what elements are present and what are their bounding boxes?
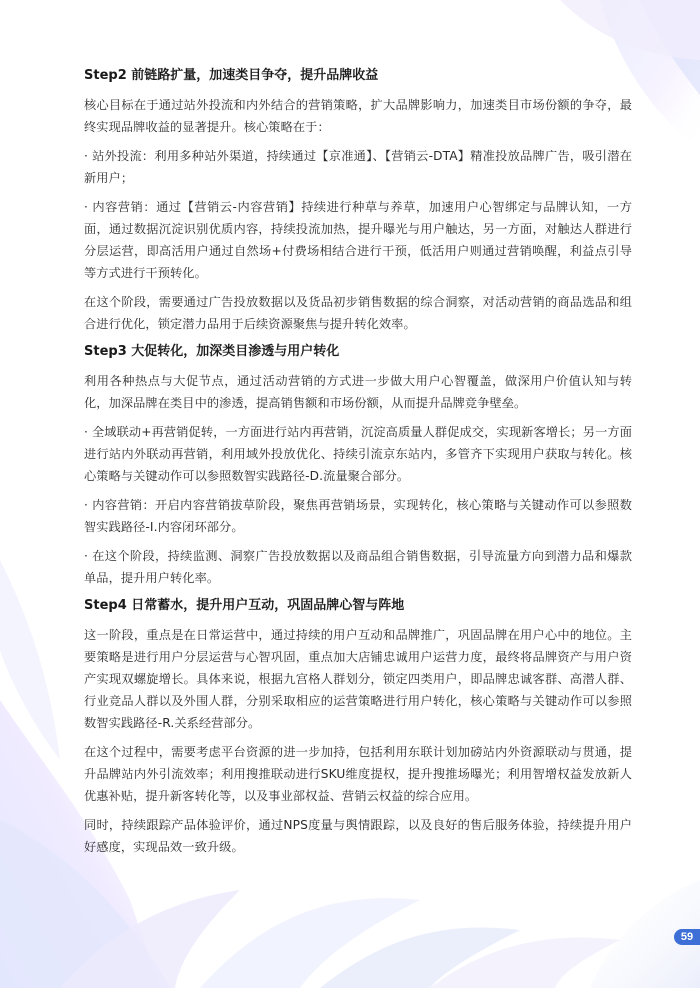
paragraph: 这一阶段，重点是在日常运营中，通过持续的用户互动和品牌推广，巩固品牌在用户心中的地位。主要策略是进行用户分层运营与心智巩固，重点加大店铺忠诚用户运营力度，最终将品牌资产与用户资产实现双螺旋增长。具体来说，根据九宫格人群划分，锁定四类用户，即品牌忠诚客群、高潜人群、行业竞品人群以及外围人群，分别采取相应的运营策略进行用户转化，核心策略与关键动作可以参照数智实践路径-R.关系经营部分。 bbox=[84, 628, 632, 730]
paragraph: 同时，持续跟踪产品体验评价，通过NPS度量与舆情跟踪，以及良好的售后服务体验，持续提升用户好感度，实现品效一致升级。 bbox=[84, 818, 632, 854]
paragraph: 利用各种热点与大促节点，通过活动营销的方式进一步做大用户心智覆盖，做深用户价值认知与转化，加深品牌在类目中的渗透，提高销售额和市场份额，从而提升品牌竞争壁垒。 bbox=[84, 374, 632, 410]
bullet-paragraph: · 内容营销：开启内容营销拔草阶段，聚焦再营销场景，实现转化，核心策略与关键动作可以参照数智实践路径-I.内容闭环部分。 bbox=[84, 498, 632, 534]
bullet-paragraph: · 全域联动+再营销促转，一方面进行站内再营销，沉淀高质量人群促成交，实现新客增长；另一方面进行站内外联动再营销，利用域外投放优化、持续引流京东站内，多管齐下实现用户获取与转化。核心策略与关键动作可以参照数智实践路径-D.流量聚合部分。 bbox=[84, 425, 632, 483]
bullet-paragraph: · 内容营销：通过【营销云-内容营销】持续进行种草与养草，加速用户心智绑定与品牌认知，一方面，通过数据沉淀识别优质内容，持续投流加热，提升曝光与用户触达，另一方面，对触达人群进行分层运营，即高活用户通过自然场+付费场相结合进行干预，低活用户则通过营销唤醒，利益点引导等方式进行干预转化。 bbox=[84, 200, 632, 280]
section-heading-step4: Step4 日常蓄水，提升用户互动，巩固品牌心智与阵地 bbox=[84, 598, 405, 613]
page-number: 59 bbox=[674, 929, 700, 945]
bullet-paragraph: · 站外投流：利用多种站外渠道，持续通过【京准通】、【营销云-DTA】精准投放品牌广告，吸引潜在新用户； bbox=[84, 149, 632, 185]
section-heading-step3: Step3 大促转化，加深类目渗透与用户转化 bbox=[84, 344, 340, 359]
section-heading-step2: Step2 前链路扩量，加速类目争夺，提升品牌收益 bbox=[84, 68, 379, 83]
paragraph: 在这个过程中，需要考虑平台资源的进一步加持，包括利用东联计划加磅站内外资源联动与贯通，提升品牌站内外引流效率；利用搜推联动进行SKU维度提权，提升搜推场曝光；利用智增权益发放新人优惠补贴，提升新客转化等，以及事业部权益、营销云权益的综合应用。 bbox=[84, 745, 632, 803]
bullet-paragraph: · 在这个阶段，持续监测、洞察广告投放数据以及商品组合销售数据，引导流量方向到潜力品和爆款单品，提升用户转化率。 bbox=[84, 549, 632, 585]
page-content bbox=[84, 66, 632, 865]
paragraph: 在这个阶段，需要通过广告投放数据以及货品初步销售数据的综合洞察，对活动营销的商品选品和组合进行优化，锁定潜力品用于后续资源聚焦与提升转化效率。 bbox=[84, 295, 632, 331]
paragraph: 核心目标在于通过站外投流和内外结合的营销策略，扩大品牌影响力，加速类目市场份额的争夺，最终实现品牌收益的显著提升。核心策略在于： bbox=[84, 98, 632, 134]
